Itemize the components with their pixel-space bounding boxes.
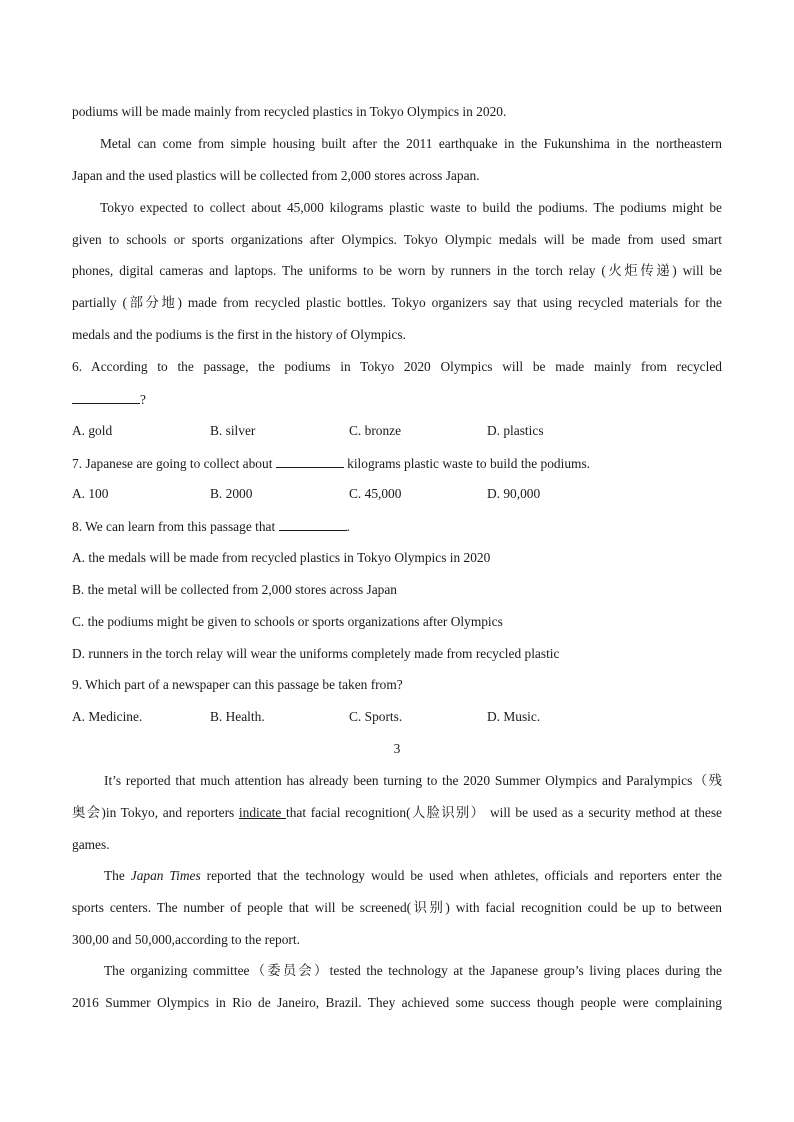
section-number: 3 xyxy=(393,741,401,756)
question-mark: ? xyxy=(140,392,146,407)
question-8-stem xyxy=(72,518,350,535)
q8-option-d: D. runners in the torch relay will wear the uniforms completely made from recycled plastic xyxy=(72,646,560,661)
passage-c-line-1: podiums will be made mainly from recycled plastics in Tokyo Olympics in 2020. xyxy=(72,104,507,119)
passage-c-line-2: Metal can come from simple housing built after the 2011 earthquake in the Fukunshima in the northeastern xyxy=(100,136,722,151)
q7-option-a: A. 100 xyxy=(72,486,109,501)
q6-option-d: D. plastics xyxy=(487,423,544,438)
q8-option-c: C. the podiums might be given to schools or sports organizations after Olympics xyxy=(72,614,503,629)
passage-d-p3-line-2: 2016 Summer Olympics in Rio de Janeiro, Brazil. They achieved some success though people were complaining xyxy=(72,995,722,1010)
passage-d-p1-line-2 xyxy=(72,805,722,821)
q8-suffix: . xyxy=(346,519,350,534)
passage-d-p1-line-3: games. xyxy=(72,837,110,852)
p1-l2-text-b: that facial recognition(人脸识别） will be used as a security method at these xyxy=(285,805,722,820)
underlined-word-indicate: indicate xyxy=(238,805,286,820)
passage-c-line-4: Tokyo expected to collect about 45,000 kilograms plastic waste to build the podiums. The podiums might be xyxy=(100,200,722,215)
passage-d-p3-line-1: The organizing committee（委员会）tested the technology at the Japanese group’s living places during the xyxy=(104,963,722,978)
passage-d-p2-line-2: sports centers. The number of people that will be screened(识别) with facial recognition could be up to between xyxy=(72,900,722,915)
q7-prefix: 7. Japanese are going to collect about xyxy=(72,456,273,471)
q7-suffix: kilograms plastic waste to build the podiums. xyxy=(347,456,591,471)
answer-blank xyxy=(72,391,140,404)
q9-option-c: C. Sports. xyxy=(349,709,403,724)
passage-d-p1-line-1: It’s reported that much attention has already been turning to the 2020 Summer Olympics and Paralympics（残 xyxy=(104,773,722,788)
passage-d-p2-line-3: 300,00 and 50,000,according to the report. xyxy=(72,932,300,947)
answer-blank xyxy=(276,455,344,468)
q8-prefix: 8. We can learn from this passage that xyxy=(72,519,276,534)
p2-l1-text-b: reported that the technology would be used when athletes, officials and reporters enter the xyxy=(200,868,722,883)
q6-option-c: C. bronze xyxy=(349,423,402,438)
passage-c-line-8: medals and the podiums is the first in the history of Olympics. xyxy=(72,327,406,342)
newspaper-title: Japan Times xyxy=(130,868,201,883)
q6-option-a: A. gold xyxy=(72,423,113,438)
q7-option-d: D. 90,000 xyxy=(487,486,541,501)
question-9-stem: 9. Which part of a newspaper can this passage be taken from? xyxy=(72,677,403,692)
q9-option-b: B. Health. xyxy=(210,709,265,724)
q8-option-a: A. the medals will be made from recycled plastics in Tokyo Olympics in 2020 xyxy=(72,550,491,565)
q9-option-a: A. Medicine. xyxy=(72,709,143,724)
p1-l2-text-a: 奥会)in Tokyo, and reporters xyxy=(72,805,239,820)
p2-l1-text-a: The xyxy=(104,868,131,883)
passage-c-line-6: phones, digital cameras and laptops. The uniforms to be worn by runners in the torch relay (火炬传递) will be xyxy=(72,263,722,278)
q8-option-b: B. the metal will be collected from 2,000 stores across Japan xyxy=(72,582,398,597)
answer-blank xyxy=(279,518,347,531)
q6-option-b: B. silver xyxy=(210,423,256,438)
passage-c-line-7: partially (部分地) made from recycled plastic bottles. Tokyo organizers say that using recycled materials for the xyxy=(72,295,722,310)
passage-c-line-5: given to schools or sports organizations after Olympics. Tokyo Olympic medals will be made from used smart xyxy=(72,232,722,247)
passage-d-p2-line-1 xyxy=(104,868,722,884)
passage-c-line-3: Japan and the used plastics will be collected from 2,000 stores across Japan. xyxy=(72,168,480,183)
question-6-stem: 6. According to the passage, the podiums in Tokyo 2020 Olympics will be made mainly from recycled xyxy=(72,359,722,374)
q7-option-c: C. 45,000 xyxy=(349,486,402,501)
question-6-blank-line xyxy=(72,391,146,408)
q7-option-b: B. 2000 xyxy=(210,486,253,501)
question-7-stem xyxy=(72,455,590,472)
q9-option-d: D. Music. xyxy=(487,709,541,724)
